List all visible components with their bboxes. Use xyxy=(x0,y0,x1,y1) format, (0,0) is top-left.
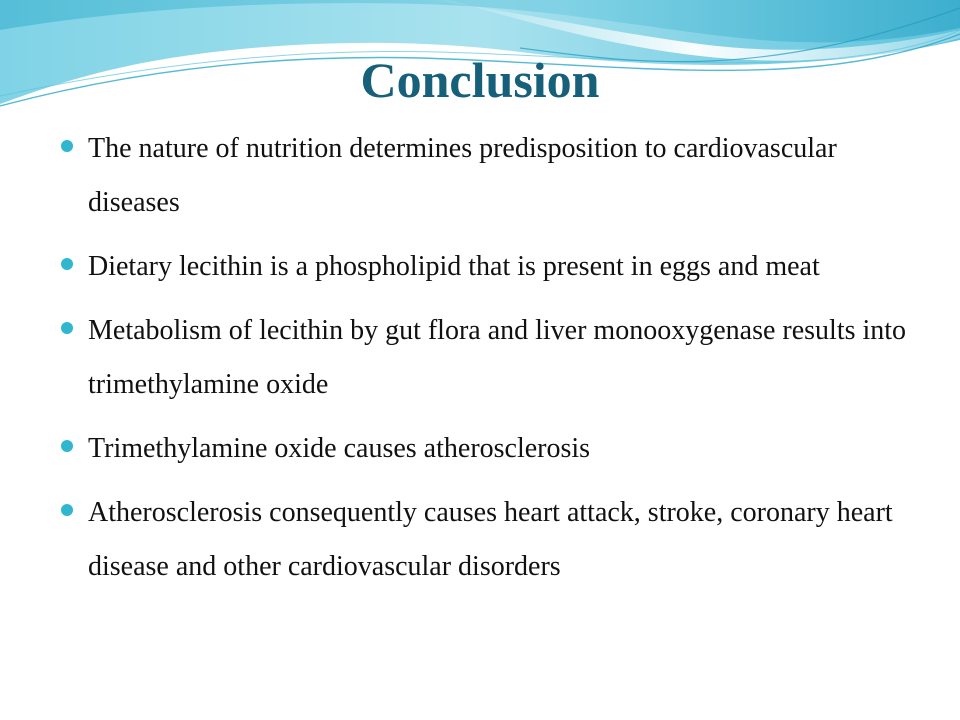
bullet-dot-icon xyxy=(61,504,73,516)
bullet-text: Atherosclerosis consequently causes heart attack, stroke, coronary heart disease and other cardiovascular disorders xyxy=(88,497,893,582)
bullet-item xyxy=(60,486,920,594)
bullet-list xyxy=(60,122,920,604)
bullet-text: Metabolism of lecithin by gut flora and liver monooxygenase results into trimethylamine oxide xyxy=(88,315,907,400)
bullet-text: The nature of nutrition determines predisposition to cardiovascular diseases xyxy=(88,133,837,218)
bullet-text: Dietary lecithin is a phospholipid that is present in eggs and meat xyxy=(88,251,820,282)
bullet-dot-icon xyxy=(61,440,73,452)
bullet-text: Trimethylamine oxide causes atherosclerosis xyxy=(88,433,591,464)
bullet-item xyxy=(60,422,920,476)
bullet-dot-icon xyxy=(61,140,73,152)
bullet-item xyxy=(60,304,920,412)
bullet-item xyxy=(60,240,920,294)
bullet-item xyxy=(60,122,920,230)
slide-title: Conclusion xyxy=(360,52,600,108)
bullet-dot-icon xyxy=(61,322,73,334)
bullet-dot-icon xyxy=(61,258,73,270)
